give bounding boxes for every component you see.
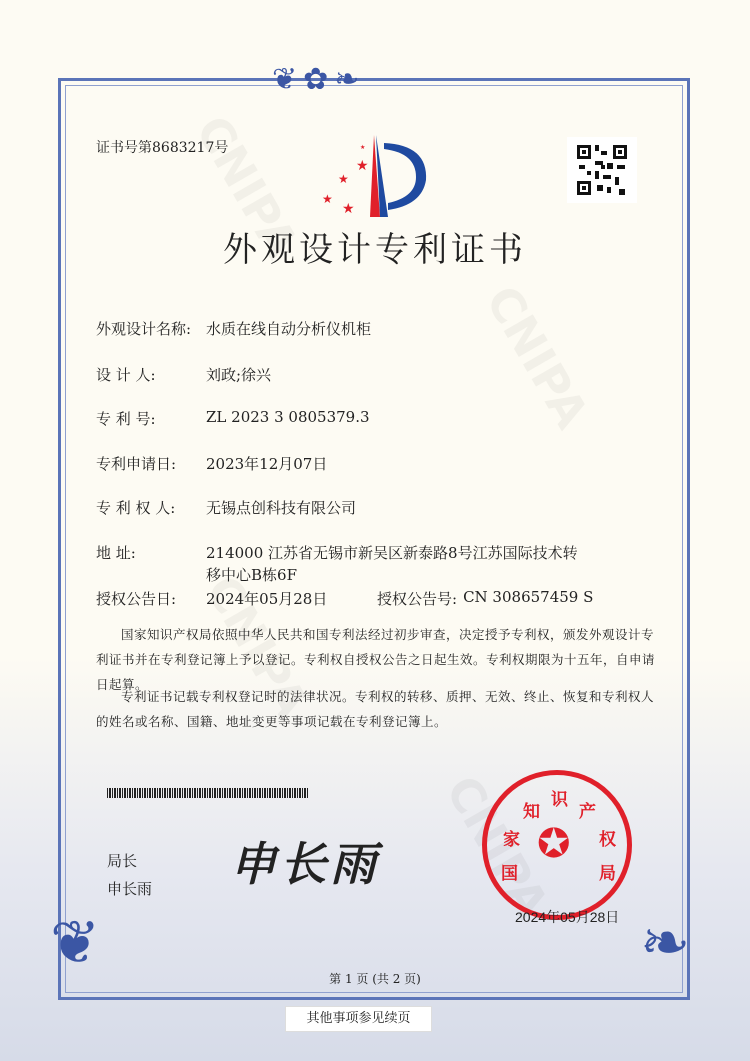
field-label: 设 计 人: [96,366,156,384]
signatory-title: 局长 [107,852,138,870]
footer-note: 其他事项参见续页 [285,1006,432,1032]
field-value: 水质在线自动分析仪机柜 [206,320,372,338]
cnipa-logo-icon [318,135,433,220]
field-value: CN 308657459 S [463,588,594,606]
svg-text:★: ★ [322,192,333,206]
seal-char: 产 [579,802,596,822]
field-value [206,542,578,586]
signatory-name: 申长雨 [107,880,153,898]
seal-char: 权 [599,830,616,850]
field-label: 专 利 号: [96,410,156,428]
field-filing-date [96,453,327,474]
field-value: 刘政;徐兴 [206,366,272,384]
field-value: 2024年05月28日 [206,590,328,608]
svg-text:★: ★ [356,158,369,174]
field-value: ZL 2023 3 0805379.3 [206,408,370,426]
svg-text:★: ★ [338,172,349,186]
field-label: 专 利 权 人: [96,499,176,517]
statement-paragraph: 国家知识产权局依照中华人民共和国专利法经过初步审查，决定授予专利权，颁发外观设计专利证书并在专利登记簿上予以登记。专利权自授权公告之日起生效。专利权期限为十五年，自申请日起算。 [96,627,656,692]
field-designer [96,364,271,385]
field-grant-date [96,588,327,609]
signature: 申长雨 [230,837,380,891]
svg-text:★: ★ [360,144,366,151]
seal-char: 局 [599,864,616,884]
field-value: 2023年12月07日 [206,455,328,473]
certificate-number: 证书号第8683217号 [96,140,229,156]
official-seal [482,770,632,920]
seal-char: 国 [501,864,518,884]
field-patentee [96,497,356,518]
field-announcement-number [377,588,593,609]
seal-date: 2024年05月28日 [515,909,620,925]
page-number: 第 1 页 (共 2 页) [329,972,421,986]
address-line-1: 214000 江苏省无锡市新吴区新泰路8号江苏国际技术转 [206,544,578,562]
seal-char: 家 [503,830,520,850]
svg-text:★: ★ [342,201,355,217]
top-ornament-icon: ❦✿❧ [272,62,366,97]
national-emblem-icon: ✪ [537,821,571,867]
field-label: 专利申请日: [96,455,177,473]
field-label: 授权公告号: [377,590,458,608]
seal-char: 识 [551,790,568,810]
corner-ornament-icon: ❧ [640,908,691,978]
field-address [96,542,578,586]
barcode [107,788,309,798]
field-value: 无锡点创科技有限公司 [206,499,357,517]
field-label: 授权公告日: [96,590,177,608]
certificate-title: 外观设计专利证书 [223,230,527,270]
field-label: 外观设计名称: [96,320,192,338]
statement-paragraph: 专利证书记载专利权登记时的法律状况。专利权的转移、质押、无效、终止、恢复和专利权人的姓名或名称、国籍、地址变更等事项记载在专利登记簿上。 [96,689,655,729]
field-patent-number [96,408,370,429]
qr-code [567,137,637,203]
field-design-name [96,318,371,339]
address-line-2: 移中心B栋6F [206,566,297,584]
field-label: 地 址: [96,544,136,562]
corner-ornament-icon: ❦ [50,908,101,978]
seal-char: 知 [523,802,540,822]
